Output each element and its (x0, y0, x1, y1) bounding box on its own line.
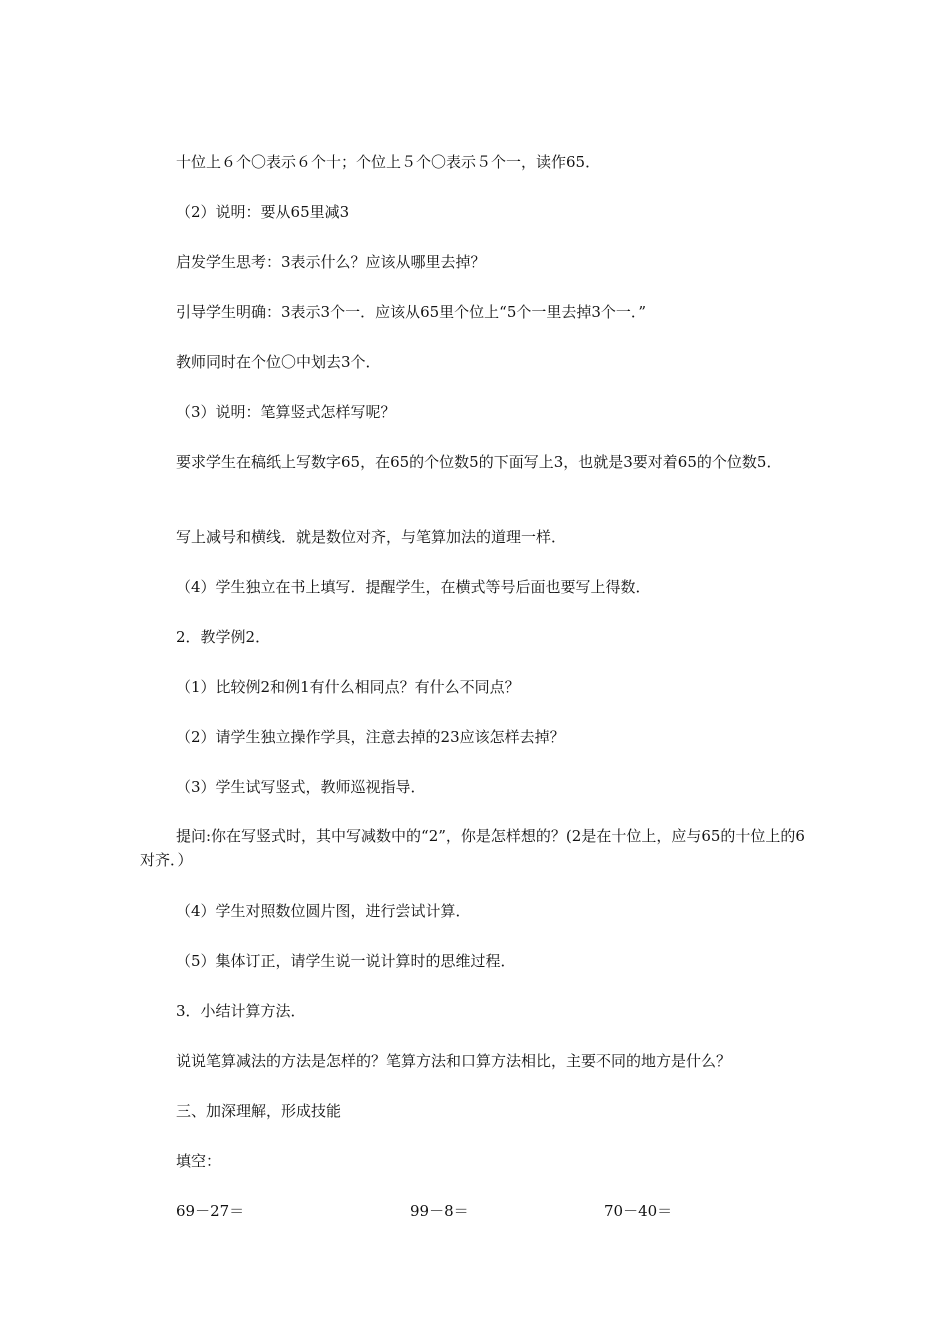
paragraph-8: 写上减号和横线．就是数位对齐，与笔算加法的道理一样． (176, 528, 567, 546)
paragraph-3: 启发学生思考：3表示什么？应该从哪里去掉？ (176, 253, 486, 271)
paragraph-15: （4）学生对照数位圆片图，进行尝试计算． (176, 902, 471, 920)
exercise-item: 99－8＝ (410, 1202, 469, 1220)
paragraph-1: 十位上６个〇表示６个十；个位上５个〇表示５个一，读作65． (176, 153, 601, 171)
paragraph-10: 2．教学例2． (176, 628, 271, 646)
paragraph-16: （5）集体订正，请学生说一说计算时的思维过程． (176, 952, 516, 970)
paragraph-13: （3）学生试写竖式，教师巡视指导． (176, 778, 426, 796)
paragraph-4: 引导学生明确：3表示3个一．应该从65里个位上“5个一里去掉3个一．” (176, 303, 647, 321)
paragraph-20: 填空： (176, 1152, 222, 1170)
paragraph-2: （2）说明：要从65里减3 (176, 203, 350, 221)
exercise-item: 70－40＝ (604, 1202, 673, 1220)
exercise-row (140, 1199, 810, 1223)
paragraph-18: 说说笔算减法的方法是怎样的？笔算方法和口算方法相比，主要不同的地方是什么？ (176, 1052, 732, 1070)
paragraph-7: 要求学生在稿纸上写数字65，在65的个位数5的下面写上3，也就是3要对着65的个位数5． (176, 453, 782, 471)
paragraph-11: （1）比较例2和例1有什么相同点？有什么不同点？ (176, 678, 520, 696)
paragraph-14: 提问:你在写竖式时，其中写减数中的“2”，你是怎样想的？(2是在十位上，应与65的十位上的6对齐．） (140, 827, 805, 869)
paragraph-6: （3）说明：笔算竖式怎样写呢？ (176, 403, 396, 421)
paragraph-12: （2）请学生独立操作学具，注意去掉的23应该怎样去掉？ (176, 728, 565, 746)
paragraph-19: 三、加深理解，形成技能 (176, 1102, 342, 1120)
paragraph-9: （4）学生独立在书上填写．提醒学生，在横式等号后面也要写上得数． (176, 578, 651, 596)
paragraph-17: 3．小结计算方法． (176, 1002, 306, 1020)
exercise-item: 69－27＝ (176, 1202, 245, 1220)
paragraph-5: 教师同时在个位〇中划去3个． (176, 353, 381, 371)
